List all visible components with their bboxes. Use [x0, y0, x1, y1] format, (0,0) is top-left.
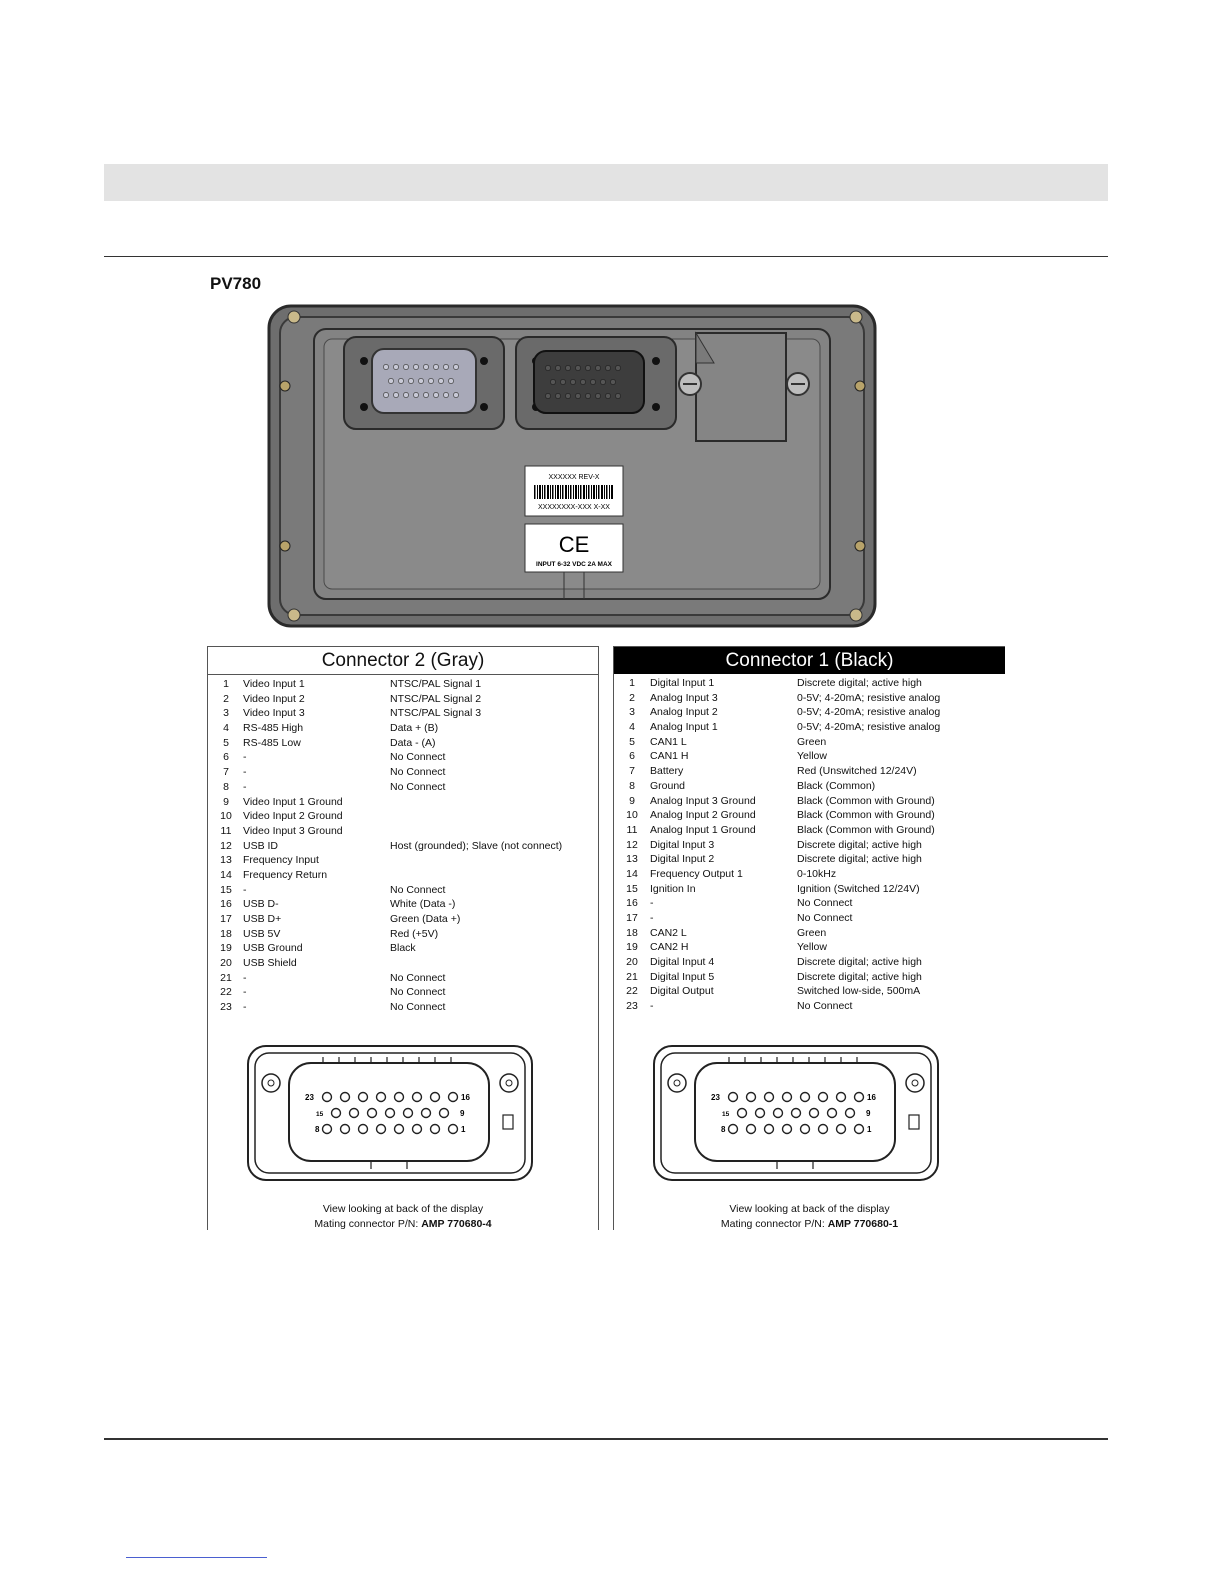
pin-row [614, 735, 1005, 750]
svg-text:1: 1 [461, 1125, 466, 1134]
pin-number: 3 [223, 707, 229, 720]
pin-number: 14 [220, 868, 232, 881]
pin-row [208, 927, 598, 942]
connector-2-gray [372, 349, 476, 413]
pin-row [614, 970, 1005, 985]
pin-row [614, 749, 1005, 764]
svg-text:23: 23 [711, 1093, 720, 1102]
pin-number: 2 [629, 691, 635, 704]
corner-screw [850, 609, 862, 621]
pin-row [614, 838, 1005, 853]
pin-number: 9 [629, 794, 635, 807]
svg-text:16: 16 [867, 1093, 876, 1102]
pin-description: NTSC/PAL Signal 1 [390, 678, 482, 690]
pin-description: No Connect [390, 780, 446, 793]
pin-description: No Connect [390, 766, 446, 779]
pin-row [208, 1000, 598, 1015]
pin-row [208, 721, 598, 736]
pin-function: Video Input 1 [243, 678, 305, 690]
pin-number: 7 [629, 765, 635, 778]
pin-number: 7 [223, 766, 229, 779]
pin-number: 13 [220, 854, 232, 867]
pin-function: - [243, 883, 247, 896]
pin-row [614, 764, 1005, 779]
pin-row [208, 912, 598, 927]
pin-function: RS-485 Low [243, 736, 301, 749]
pin-description: Ignition (Switched 12/24V) [797, 882, 920, 895]
svg-text:1: 1 [867, 1125, 872, 1134]
pin-number: 1 [629, 677, 635, 689]
pin-row [614, 940, 1005, 955]
pin-function: Ground [650, 779, 686, 792]
connector-1-panel [613, 646, 1005, 1230]
corner-screw [288, 609, 300, 621]
pin-function: Analog Input 3 [650, 691, 718, 704]
pin-description: Black (Common with Ground) [797, 823, 935, 836]
pin-row [208, 941, 598, 956]
pin-number: 10 [220, 810, 232, 823]
pin-row [614, 896, 1005, 911]
pin-description: No Connect [797, 1000, 853, 1013]
connector-1-part-number: AMP 770680-1 [827, 1218, 899, 1230]
pin-description: Green [797, 926, 827, 939]
pin-row [208, 853, 598, 868]
pin-description: NTSC/PAL Signal 2 [390, 692, 482, 705]
pin-function: USB D- [243, 898, 279, 911]
pin-number: 18 [220, 927, 232, 940]
pin-function: Analog Input 3 Ground [650, 794, 756, 807]
pin-number: 19 [626, 941, 638, 954]
pin-row [614, 691, 1005, 706]
side-screw [280, 381, 290, 391]
connector-2-mating: Mating connector P/N: AMP 770680-4 [314, 1218, 492, 1230]
svg-text:15: 15 [722, 1111, 730, 1118]
pin-function: USB 5V [243, 927, 281, 940]
pin-function: CAN1 H [650, 750, 689, 763]
corner-screw [288, 311, 300, 323]
pin-description: NTSC/PAL Signal 3 [390, 707, 482, 720]
pin-function: USB ID [243, 839, 279, 852]
pin-number: 12 [626, 838, 638, 851]
svg-text:8: 8 [315, 1125, 320, 1134]
pin-function: - [650, 897, 654, 910]
pin-number: 17 [626, 912, 638, 924]
device-illustration [266, 303, 878, 629]
pin-row [208, 765, 598, 780]
pin-function: Video Input 2 [243, 692, 305, 705]
pin-row [208, 839, 598, 854]
side-screw [280, 541, 290, 551]
connector-2-pin-table [208, 677, 598, 1015]
pin-description: 0-5V; 4-20mA; resistive analog [797, 721, 941, 734]
side-screw [855, 541, 865, 551]
pin-description: Black (Common) [797, 779, 876, 792]
pin-row [208, 971, 598, 986]
pin-function: Analog Input 1 [650, 721, 718, 734]
pin-description: Discrete digital; active high [797, 838, 922, 851]
svg-text:9: 9 [866, 1109, 871, 1118]
pin-row [614, 955, 1005, 970]
pin-row [614, 882, 1005, 897]
pin-row [614, 999, 1005, 1014]
pin-description: Red (+5V) [390, 927, 439, 940]
pin-function: Analog Input 2 Ground [650, 809, 756, 822]
pin-row [208, 677, 598, 692]
pin-function: Digital Input 4 [650, 956, 715, 969]
pin-number: 6 [629, 750, 635, 763]
pin-number: 4 [223, 722, 229, 735]
top-rule [104, 256, 1108, 257]
serial-top-text: XXXXXX REV-X [548, 474, 600, 481]
connector-1-mating: Mating connector P/N: AMP 770680-1 [720, 1218, 899, 1230]
pin-description: Green [797, 735, 827, 748]
connector-1-diagram [651, 1043, 941, 1183]
side-screw [855, 381, 865, 391]
pin-function: Frequency Output 1 [650, 867, 743, 880]
pin-function: USB D+ [243, 913, 282, 925]
pin-row [614, 984, 1005, 999]
pin-function: CAN2 H [650, 941, 689, 954]
pin-description: Yellow [797, 750, 827, 763]
pin-number: 20 [626, 956, 638, 969]
pin-description: Black (Common with Ground) [797, 794, 935, 807]
ce-mark-icon: CE [558, 532, 590, 557]
pin-number: 8 [223, 780, 229, 793]
model-title: PV780 [210, 274, 262, 293]
pin-function: CAN2 L [650, 926, 687, 939]
pin-function: Digital Input 1 [650, 677, 715, 689]
pin-number: 22 [220, 986, 232, 999]
input-spec-text: INPUT 6-32 VDC 2A MAX [536, 561, 612, 568]
pin-function: Battery [650, 765, 684, 778]
pin-function: Video Input 3 [243, 707, 305, 720]
pin-number: 4 [629, 721, 635, 734]
connector-1-title: Connector 1 (Black) [614, 647, 1005, 674]
pin-row [614, 911, 1005, 926]
svg-text:23: 23 [305, 1093, 314, 1102]
pin-description: 0-5V; 4-20mA; resistive analog [797, 691, 941, 704]
pin-row [208, 736, 598, 751]
svg-text:16: 16 [461, 1093, 470, 1102]
pin-row [614, 779, 1005, 794]
pin-function: Digital Input 5 [650, 970, 715, 983]
pin-row [208, 883, 598, 898]
pin-number: 2 [223, 692, 229, 705]
pin-function: Frequency Input [243, 854, 319, 867]
pin-function: - [243, 986, 247, 999]
pin-description: 0-10kHz [797, 867, 837, 880]
pin-description: 0-5V; 4-20mA; resistive analog [797, 706, 941, 719]
pin-number: 23 [220, 1001, 232, 1014]
pin-number: 19 [220, 942, 232, 955]
access-door [696, 333, 786, 441]
pin-row [614, 926, 1005, 941]
pin-number: 3 [629, 706, 635, 719]
pin-function: RS-485 High [243, 722, 304, 735]
pin-function: Video Input 2 Ground [243, 810, 343, 823]
connector-2-caption: View looking at back of the display [322, 1203, 484, 1215]
connector-2-panel [207, 646, 599, 1230]
pin-row [614, 705, 1005, 720]
pin-number: 20 [220, 957, 232, 970]
pin-row [614, 808, 1005, 823]
device-back-view [266, 303, 878, 629]
pin-number: 9 [223, 795, 229, 808]
svg-text:8: 8 [721, 1125, 726, 1134]
pin-function: - [243, 751, 247, 764]
pin-number: 15 [220, 883, 232, 896]
pin-number: 12 [220, 839, 232, 852]
pin-function: - [243, 1001, 247, 1014]
pin-function: Ignition In [650, 882, 696, 895]
connector-face-svg [245, 1043, 535, 1183]
pin-row [614, 852, 1005, 867]
connector-face-svg [651, 1043, 941, 1183]
pin-row [208, 897, 598, 912]
bottom-rule [104, 1438, 1108, 1440]
pin-row [208, 706, 598, 721]
pin-description: Discrete digital; active high [797, 677, 922, 689]
pin-function: Analog Input 2 [650, 706, 718, 719]
svg-text:15: 15 [316, 1111, 324, 1118]
pin-row [208, 750, 598, 765]
pin-row [614, 720, 1005, 735]
pin-row [208, 956, 598, 971]
connector-1-caption: View looking at back of the display [729, 1203, 890, 1215]
pin-function: Analog Input 1 Ground [650, 823, 756, 836]
pin-function: Frequency Return [243, 868, 328, 881]
pin-row [208, 809, 598, 824]
pin-description: No Connect [390, 751, 446, 764]
pin-description: Switched low-side, 500mA [797, 985, 921, 998]
pin-description: Host (grounded); Slave (not connect) [390, 839, 563, 852]
connector-2-part-number: AMP 770680-4 [421, 1218, 492, 1230]
corner-screw [850, 311, 862, 323]
pin-number: 11 [626, 823, 638, 836]
pin-function: Digital Output [650, 985, 714, 998]
pin-number: 15 [626, 882, 638, 895]
pin-description: White (Data -) [390, 898, 456, 911]
pin-description: Data + (B) [390, 722, 439, 735]
pin-number: 16 [626, 897, 638, 910]
pin-number: 11 [220, 824, 232, 837]
pin-description: Green (Data +) [390, 913, 461, 925]
pin-description: No Connect [797, 897, 853, 910]
pin-description: Black [390, 942, 416, 955]
pin-description: No Connect [390, 986, 446, 999]
pin-number: 16 [220, 898, 232, 911]
pin-row [208, 985, 598, 1000]
pin-function: - [243, 780, 247, 793]
pin-row [208, 824, 598, 839]
pin-function: - [243, 971, 247, 984]
pin-description: No Connect [797, 912, 853, 924]
pin-number: 17 [220, 913, 232, 925]
pin-description: Black (Common with Ground) [797, 809, 935, 822]
pin-description: Discrete digital; active high [797, 853, 922, 866]
pin-function: Video Input 3 Ground [243, 824, 343, 837]
pin-number: 10 [626, 809, 638, 822]
pin-number: 21 [220, 971, 232, 984]
connector-2-diagram [245, 1043, 535, 1183]
pin-number: 23 [626, 1000, 638, 1013]
pin-row [208, 692, 598, 707]
pin-row [208, 868, 598, 883]
pin-row [614, 794, 1005, 809]
pin-row [614, 823, 1005, 838]
pin-function: - [650, 1000, 654, 1013]
pin-number: 18 [626, 926, 638, 939]
pin-description: Discrete digital; active high [797, 956, 922, 969]
pin-description: No Connect [390, 1001, 446, 1014]
pin-row [208, 780, 598, 795]
pin-function: - [650, 912, 654, 924]
serial-bottom-text: XXXXXXXX-XXX X-XX [538, 504, 610, 511]
pin-description: No Connect [390, 883, 446, 896]
pin-row [614, 867, 1005, 882]
pin-number: 14 [626, 867, 638, 880]
pin-description: Data - (A) [390, 736, 436, 749]
pin-description: Discrete digital; active high [797, 970, 922, 983]
pin-row [208, 795, 598, 810]
pin-function: USB Shield [243, 957, 297, 970]
pin-description: Red (Unswitched 12/24V) [797, 765, 917, 778]
pin-number: 21 [626, 970, 638, 983]
connector-1-pin-table [614, 676, 1005, 1014]
pin-function: CAN1 L [650, 735, 687, 748]
pin-number: 5 [629, 735, 635, 748]
connector-2-title: Connector 2 (Gray) [208, 647, 598, 675]
pin-row [614, 676, 1005, 691]
pin-number: 1 [223, 678, 229, 690]
pin-number: 6 [223, 751, 229, 764]
pin-number: 13 [626, 853, 638, 866]
pin-function: Digital Input 3 [650, 838, 715, 851]
pin-number: 22 [626, 985, 638, 998]
pin-function: USB Ground [243, 942, 303, 955]
pin-description: Yellow [797, 941, 827, 954]
footer-link-underline[interactable] [126, 1557, 267, 1558]
pin-number: 8 [629, 779, 635, 792]
header-band [104, 164, 1108, 201]
pin-function: - [243, 766, 247, 779]
pin-function: Digital Input 2 [650, 853, 715, 866]
svg-text:9: 9 [460, 1109, 465, 1118]
pin-number: 5 [223, 736, 229, 749]
pin-description: No Connect [390, 971, 446, 984]
pin-function: Video Input 1 Ground [243, 795, 343, 808]
